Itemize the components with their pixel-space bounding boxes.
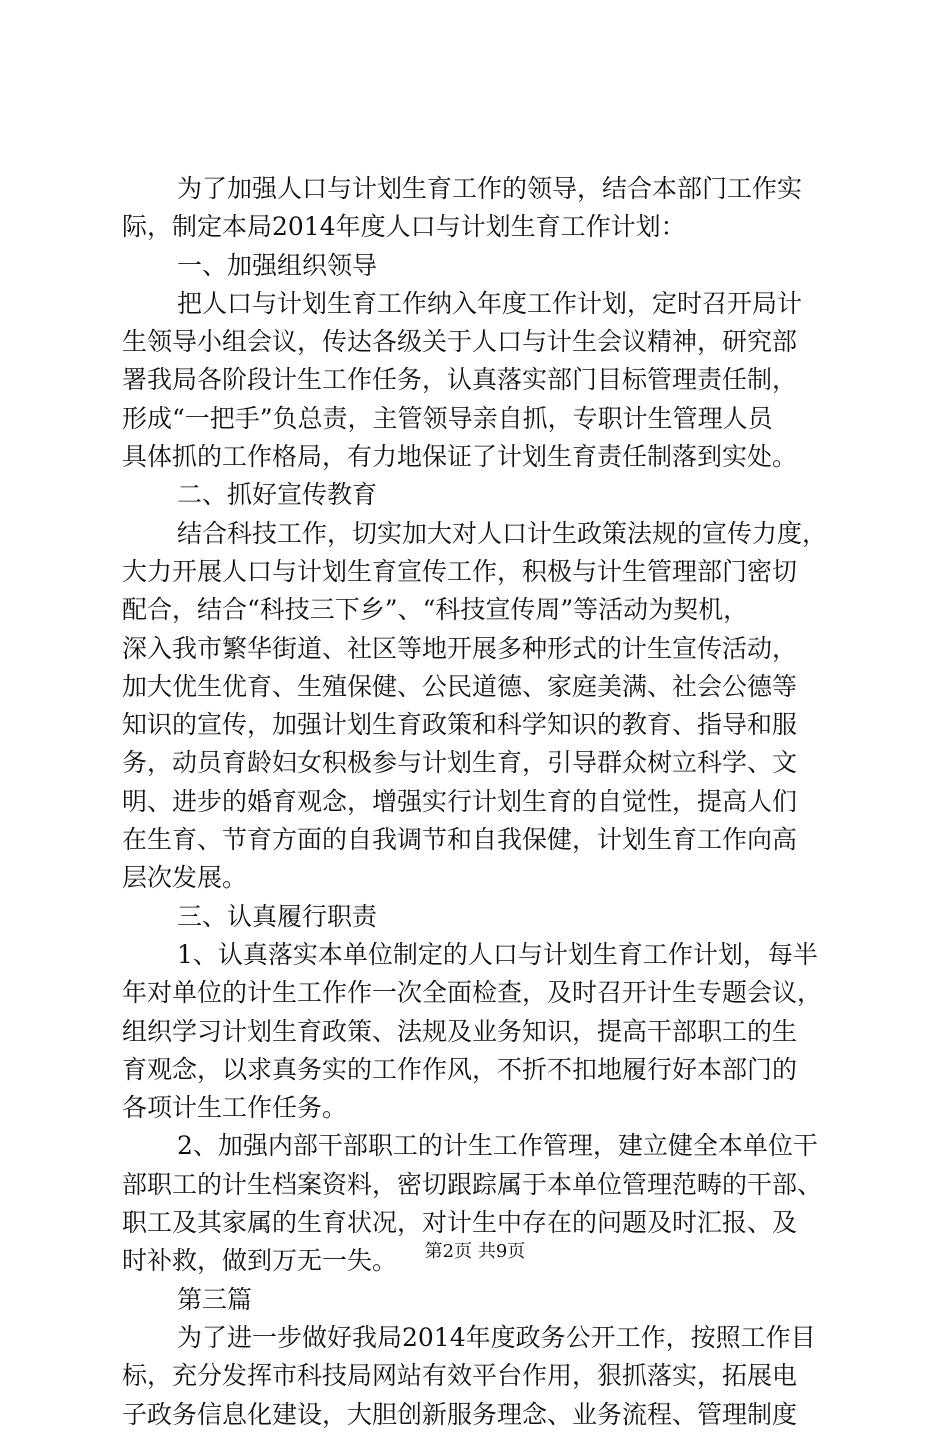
text-line: 配合，结合“科技三下乡”、“科技宣传周”等活动为契机， [122,595,749,625]
text-line: 务，动员育龄妇女积极参与计划生育，引导群众树立科学、文 [122,748,798,778]
text-line: 生领导小组会议，传达各级关于人口与计生会议精神，研究部 [122,327,798,357]
text-line: 形成“一把手”负总责，主管领导亲自抓，专职计生管理人员 [122,403,773,433]
text-line: 署我局各阶段计生工作任务，认真落实部门目标管理责任制， [122,365,798,395]
text-line: 部职工的计生档案资料，密切跟踪属于本单位管理范畴的干部、 [122,1169,823,1199]
text-line: 加大优生优育、生殖保健、公民道德、家庭美满、社会公德等 [122,671,798,701]
text-line: 第三篇 [177,1284,253,1314]
text-line: 际，制定本局2014年度人口与计划生育工作计划： [122,212,686,242]
text-line: 为了加强人口与计划生育工作的领导，结合本部门工作实 [177,174,803,203]
text-line: 具体抓的工作格局，有力地保证了计划生育责任制落到实处。 [122,442,798,472]
text-line: 把人口与计划生育工作纳入年度工作计划，定时召开局计 [177,288,803,318]
text-line: 在生育、节育方面的自我调节和自我保健，计划生育工作向高 [122,825,798,855]
text-line: 组织学习计划生育政策、法规及业务知识，提高干部职工的生 [122,1016,798,1046]
text-line: 深入我市繁华街道、社区等地开展多种形式的计生宣传活动， [122,633,798,663]
text-line: 2、加强内部干部职工的计生工作管理，建立健全本单位干 [177,1131,818,1161]
text-line: 年对单位的计生工作作一次全面检查，及时召开计生专题会议， [122,978,823,1008]
text-line: 结合科技工作，切实加大对人口计生政策法规的宣传力度， [177,518,828,548]
text-line: 时补救，做到万无一失。 [122,1246,398,1276]
text-line: 育观念，以求真务实的工作作风，不折不扣地履行好本部门的 [122,1054,798,1084]
text-line: 大力开展人口与计划生育宣传工作，积极与计生管理部门密切 [122,556,798,586]
text-line: 层次发展。 [122,863,248,893]
text-line: 标，充分发挥市科技局网站有效平台作用，狠抓落实，拓展电 [122,1361,798,1391]
text-line: 1、认真落实本单位制定的人口与计划生育工作计划，每半 [177,939,818,969]
text-line: 子政务信息化建设，大胆创新服务理念、业务流程、管理制度 [122,1399,798,1429]
text-line: 各项计生工作任务。 [122,1093,348,1123]
text-line: 二、抓好宣传教育 [177,480,378,510]
text-line: 为了进一步做好我局2014年度政务公开工作，按照工作目 [177,1322,816,1352]
text-line: 职工及其家属的生育状况，对计生中存在的问题及时汇报、及 [122,1208,798,1238]
text-line: 明、进步的婚育观念，增强实行计划生育的自觉性，提高人们 [122,786,798,816]
page-footer: 第2页 共9页 [424,1241,526,1262]
text-line: 三、认真履行职责 [177,901,378,931]
text-line: 一、加强组织领导 [177,250,378,280]
text-line: 知识的宣传，加强计划生育政策和科学知识的教育、指导和服 [122,710,798,740]
